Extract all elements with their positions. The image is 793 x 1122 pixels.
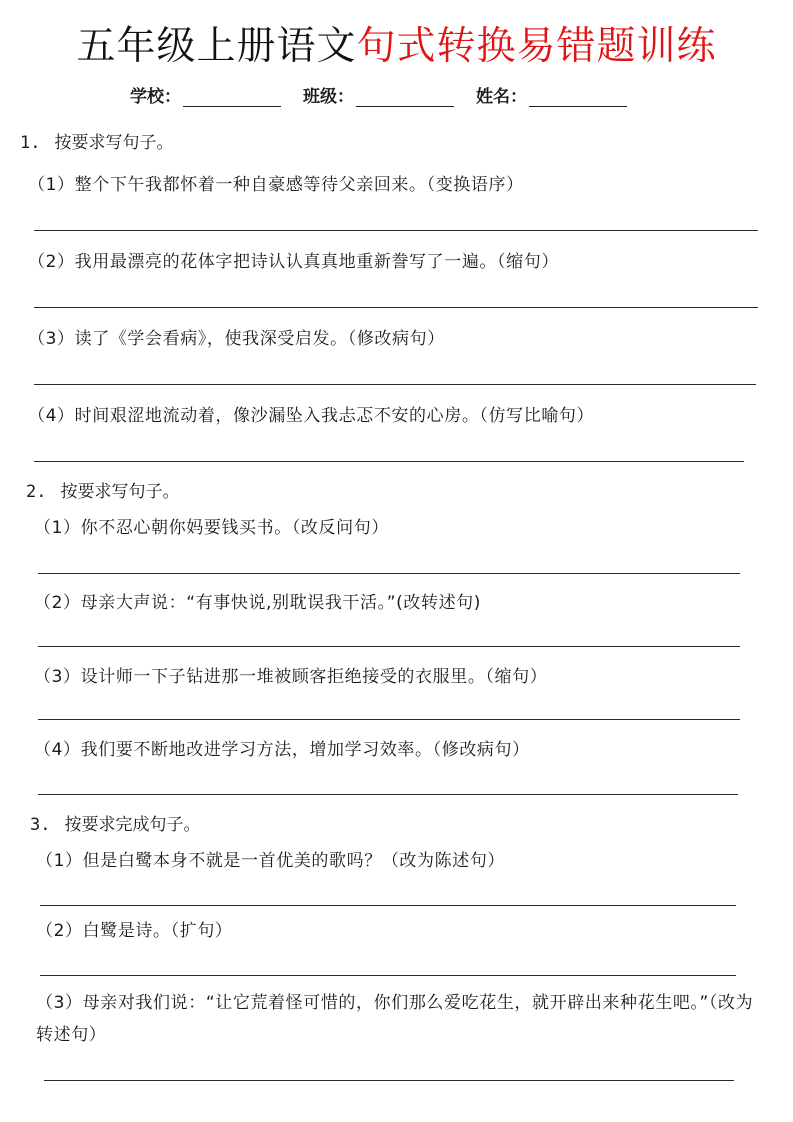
answer-line[interactable] [40,905,736,906]
student-info [130,82,649,107]
question-2-3: （3）设计师一下子钻进那一堆被顾客拒绝接受的衣服里。（缩句） [34,667,548,687]
question-1-3: （3）读了《学会看病》，使我深受启发。（修改病句） [28,329,445,349]
answer-line[interactable] [38,719,740,720]
title-red-part: 句式转换易错题训练 [356,24,717,69]
question-3-3: （3）母亲对我们说：“让它荒着怪可惜的，你们那么爱吃花生，就开辟出来种花生吧。”（改为转述句） [36,993,754,1045]
answer-line[interactable] [40,975,736,976]
answer-line[interactable] [34,384,756,385]
section-number: 3. [30,815,51,835]
section-title: 按要求写句子。 [54,133,174,153]
section-2-heading [26,477,179,502]
question-1-4: （4）时间艰涩地流动着，像沙漏坠入我忐忑不安的心房。（仿写比喻句） [28,406,595,426]
question-3-1: （1）但是白鹭本身不就是一首优美的歌吗？（改为陈述句） [36,851,506,871]
section-number: 1. [20,133,41,153]
answer-line[interactable] [38,646,740,647]
school-label: 学校： [130,87,181,107]
answer-line[interactable] [38,794,738,795]
section-1-heading [20,128,173,153]
answer-line[interactable] [34,307,758,308]
answer-line[interactable] [34,230,758,231]
class-label: 班级： [303,87,354,107]
question-2-4: （4）我们要不断地改进学习方法，增加学习效率。（修改病句） [34,740,530,760]
question-2-1: （1）你不忍心朝你妈要钱买书。（改反问句） [34,518,389,538]
school-field [130,82,281,107]
section-number: 2. [26,482,47,502]
title-black-part: 五年级上册语文 [76,24,357,69]
question-1-1: （1）整个下午我都怀着一种自豪感等待父亲回来。（变换语序） [28,175,524,195]
answer-line[interactable] [38,573,740,574]
name-field [476,82,627,107]
name-blank[interactable] [529,88,627,107]
answer-line[interactable] [44,1080,734,1081]
question-2-2: （2）母亲大声说：“有事快说,别耽误我干活。”(改转述句) [34,593,481,613]
class-blank[interactable] [356,88,454,107]
class-field [303,82,454,107]
section-3-heading [30,810,200,835]
answer-line[interactable] [34,461,744,462]
school-blank[interactable] [183,88,281,107]
name-label: 姓名： [476,87,527,107]
section-title: 按要求写句子。 [60,482,180,502]
question-1-2: （2）我用最漂亮的花体字把诗认认真真地重新誊写了一遍。（缩句） [28,252,559,272]
question-3-2: （2）白鹭是诗。（扩句） [36,921,233,941]
page-title [0,22,793,72]
section-title: 按要求完成句子。 [64,815,201,835]
